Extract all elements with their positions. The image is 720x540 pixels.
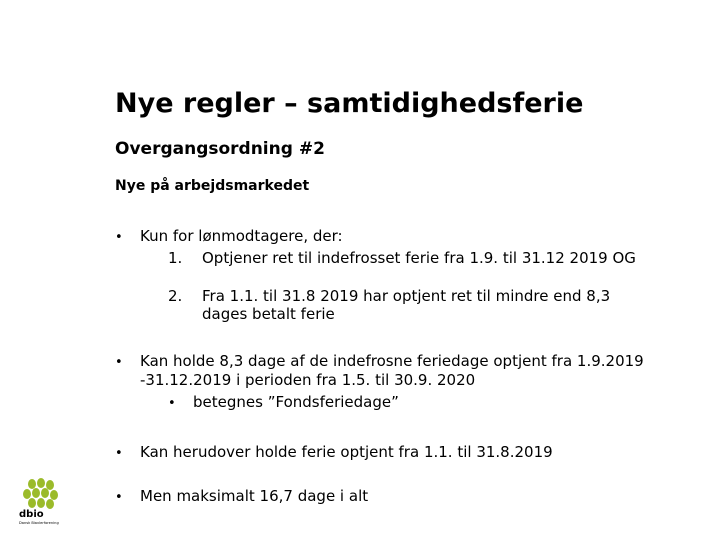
bullet-4-text: Men maksimalt 16,7 dage i alt: [140, 487, 369, 505]
logo-wordmark: dbio: [19, 509, 44, 520]
slide-title: Nye regler – samtidighedsferie: [115, 88, 584, 119]
intro-heading: Nye på arbejdsmarkedet: [115, 178, 310, 194]
slide-subtitle: Overgangsordning #2: [115, 139, 325, 159]
bullet-3-text: Kan herudover holde ferie optjent fra 1.1. til 31.8.2019: [140, 443, 553, 461]
bullet-marker: •: [115, 490, 123, 505]
bullet-marker: •: [115, 446, 123, 461]
bullet-1-lead: Kun: [140, 227, 169, 245]
logo-tagline: Dansk Biavlerforening: [19, 521, 59, 525]
sub-item-number: 2.: [168, 287, 183, 305]
bullet-1-rest: for lønmodtagere, der:: [168, 227, 343, 245]
bullet-2-line2: -31.12.2019 i perioden fra 1.5. til 30.9. 2020: [140, 371, 476, 389]
sub-item-number: 1.: [168, 249, 183, 267]
sub-bullet-text: betegnes ”Fondsferiedage”: [193, 393, 399, 411]
bullet-1-text: [140, 227, 343, 245]
sub-item-text-line1: Fra 1.1. til 31.8 2019 har optjent ret til mindre end 8,3: [202, 287, 611, 305]
sub-item-text-line2: dages betalt ferie: [202, 305, 335, 323]
bullet-marker: •: [115, 355, 123, 370]
sub-bullet-marker: •: [168, 396, 176, 411]
sub-item-text: Optjener ret til indefrosset ferie fra 1.9. til 31.12 2019 OG: [202, 249, 636, 267]
bullet-2-line1: Kan holde 8,3 dage af de indefrosne feriedage optjent fra 1.9.2019: [140, 352, 644, 370]
bullet-marker: •: [115, 230, 123, 245]
dbio-logo: [16, 476, 60, 526]
